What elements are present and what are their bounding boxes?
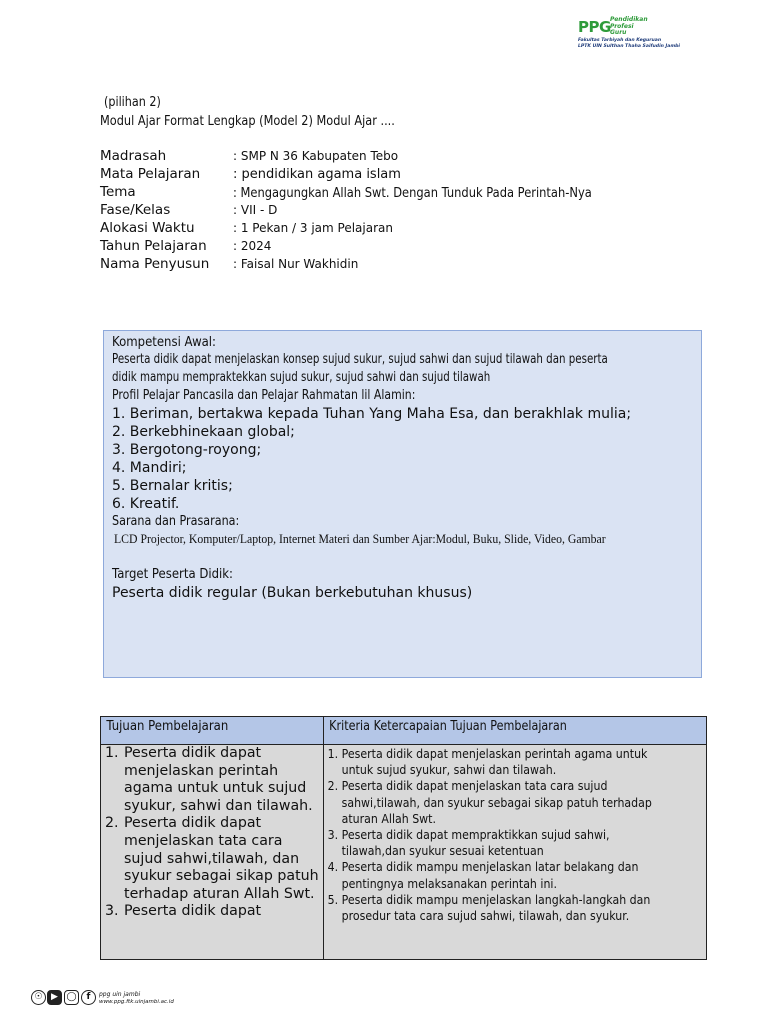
target-text: Peserta didik regular (Bukan berkebutuhan khusus) bbox=[112, 585, 473, 601]
meta-label: Tema bbox=[100, 184, 136, 200]
logo-acronym: PPG bbox=[578, 18, 611, 36]
table-header-row bbox=[101, 717, 707, 745]
sarana-text: LCD Projector, Komputer/Laptop, Internet Materi dan Sumber Ajar:Modul, Buku, Slide, Video, Gambar bbox=[114, 532, 606, 546]
table-row bbox=[101, 745, 707, 960]
header-tujuan: Tujuan Pembelajaran bbox=[106, 719, 229, 734]
document-title: Modul Ajar Format Lengkap (Model 2) Modul Ajar .... bbox=[100, 113, 395, 129]
logo-sub-line: Fakultas Tarbiyah dan Keguruan bbox=[578, 38, 662, 43]
profil-item: 4. Mandiri; bbox=[112, 460, 187, 476]
globe-icon[interactable]: ☉ bbox=[31, 990, 46, 1005]
kriteria-cell bbox=[324, 745, 707, 960]
list-item: 1. Peserta didik dapat menjelaskan perintah agama untuk untuk sujud syukur, sahwi dan tilawah. bbox=[342, 746, 661, 778]
tujuan-list-wrap bbox=[101, 745, 323, 959]
meta-label: Tahun Pelajaran bbox=[100, 238, 207, 254]
kompetensi-text: Peserta didik dapat menjelaskan konsep sujud sukur, sujud sahwi dan sujud tilawah dan peserta bbox=[112, 352, 608, 367]
youtube-icon[interactable]: ▶ bbox=[47, 990, 62, 1005]
kompetensi-text: didik mampu mempraktekkan sujud sukur, sujud sahwi dan sujud tilawah bbox=[112, 370, 491, 385]
profil-title: Profil Pelajar Pancasila dan Pelajar Rahmatan lil Alamin: bbox=[112, 388, 416, 403]
logo-brand-line: Pendidikan bbox=[610, 16, 648, 23]
list-item: 5. Peserta didik mampu menjelaskan langkah-langkah dan prosedur tata cara sujud sahwi, tilawah, dan syukur. bbox=[342, 892, 661, 924]
ppg-logo bbox=[578, 16, 698, 56]
tujuan-cell bbox=[101, 745, 324, 960]
logo-brand-line: Guru bbox=[610, 29, 627, 36]
kriteria-list-wrap bbox=[324, 745, 660, 924]
footer-url[interactable]: www.ppg.ftk.uinjambi.ac.id bbox=[99, 999, 174, 1005]
logo-brand bbox=[610, 17, 648, 37]
list-item: 3. Peserta didik dapat bbox=[123, 903, 323, 921]
profil-item: 1. Beriman, bertakwa kepada Tuhan Yang Maha Esa, dan berakhlak mulia; bbox=[112, 406, 632, 422]
profil-item: 2. Berkebhinekaan global; bbox=[112, 424, 295, 440]
logo-brand-line: Profesi bbox=[610, 22, 634, 30]
objectives-table bbox=[100, 716, 707, 960]
option-label: (pilihan 2) bbox=[104, 95, 161, 110]
list-item: 3. Peserta didik dapat mempraktikkan sujud sahwi, tilawah,dan syukur sesuai ketentuan bbox=[342, 827, 661, 859]
meta-value: : SMP N 36 Kabupaten Tebo bbox=[233, 149, 399, 163]
profil-item: 6. Kreatif. bbox=[112, 496, 180, 512]
target-title: Target Peserta Didik: bbox=[112, 567, 233, 582]
list-item: 2. Peserta didik dapat menjelaskan tata cara sujud sahwi,tilawah, dan syukur sebagai sikap patuh terhadap aturan Allah Swt. bbox=[342, 778, 661, 827]
meta-value: : Faisal Nur Wakhidin bbox=[233, 257, 359, 271]
logo-subtitle bbox=[578, 38, 680, 50]
competency-box bbox=[103, 330, 702, 678]
list-item: 4. Peserta didik mampu menjelaskan latar belakang dan pentingnya melaksanakan perintah ini. bbox=[342, 859, 661, 891]
meta-value: : pendidikan agama islam bbox=[233, 167, 401, 182]
table-header-cell bbox=[101, 717, 324, 745]
meta-label: Mata Pelajaran bbox=[100, 166, 201, 182]
meta-label: Nama Penyusun bbox=[100, 256, 210, 272]
kriteria-list bbox=[324, 746, 660, 924]
list-item: 2. Peserta didik dapat menjelaskan tata cara sujud sahwi,tilawah, dan syukur sebagai sikap patuh terhadap aturan Allah Swt. bbox=[123, 815, 323, 903]
header-kriteria: Kriteria Ketercapaian Tujuan Pembelajaran bbox=[329, 719, 567, 734]
facebook-icon[interactable]: f bbox=[81, 990, 96, 1005]
profil-item: 3. Bergotong-royong; bbox=[112, 442, 262, 458]
meta-label: Alokasi Waktu bbox=[100, 220, 195, 236]
meta-value: : 1 Pekan / 3 jam Pelajaran bbox=[233, 221, 393, 235]
sarana-title: Sarana dan Prasarana: bbox=[112, 514, 240, 529]
meta-value: : VII - D bbox=[233, 203, 278, 217]
footer-handle: ppg uin jambi bbox=[99, 991, 141, 998]
tujuan-list bbox=[101, 745, 323, 921]
meta-label: Fase/Kelas bbox=[100, 202, 171, 218]
instagram-icon[interactable]: ◯ bbox=[64, 990, 79, 1005]
meta-value: : 2024 bbox=[233, 239, 272, 253]
kompetensi-title: Kompetensi Awal: bbox=[112, 335, 217, 350]
profil-item: 5. Bernalar kritis; bbox=[112, 478, 233, 494]
logo-sub-line: LPTK UIN Sulthan Thaha Saifudin Jambi bbox=[578, 44, 680, 49]
meta-label: Madrasah bbox=[100, 148, 167, 164]
meta-value: : Mengagungkan Allah Swt. Dengan Tunduk Pada Perintah-Nya bbox=[233, 185, 592, 201]
table-header-cell bbox=[324, 717, 707, 745]
list-item: 1. Peserta didik dapat menjelaskan perintah agama untuk untuk sujud syukur, sahwi dan tilawah. bbox=[123, 745, 323, 815]
